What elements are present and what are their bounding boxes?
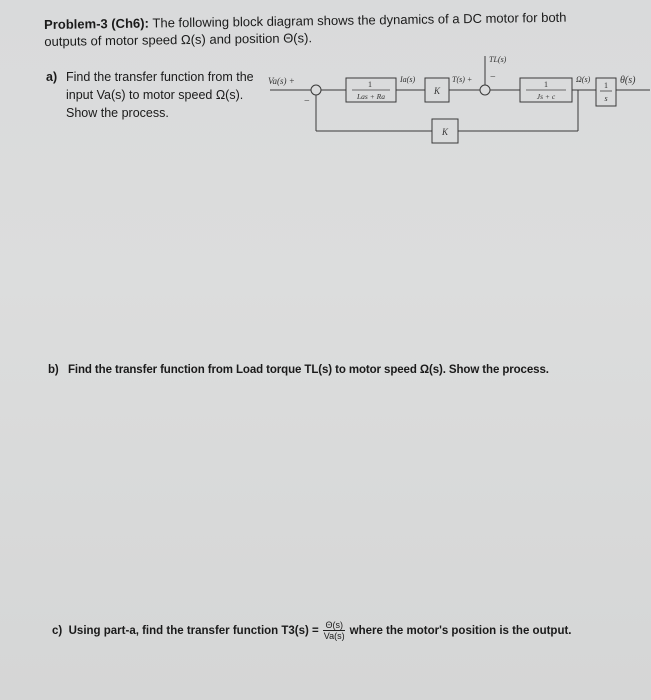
forward-gain-label: K [433,86,441,96]
integrator-denominator: s [604,94,608,103]
problem-label: Problem-3 (Ch6): [44,15,149,32]
part-b [48,364,608,376]
feedback-gain-label: K [441,127,449,137]
integrator-numerator: 1 [604,81,608,90]
torque-label: T(s) + [452,75,473,84]
load-minus: − [490,72,496,83]
summing-junction-2 [480,85,490,95]
load-torque-label: TL(s) [489,55,507,64]
part-a-marker: a) [46,70,58,84]
block2-numerator: 1 [544,80,548,89]
part-c-fraction [322,620,347,641]
part-c-text-after: where the motor's position is the output. [349,624,572,637]
part-a-line3: Show the process. [66,106,169,120]
part-c-denominator: Va(s) [323,631,345,641]
block2-denominator: Js + c [536,92,556,101]
part-b-marker: b) [48,364,59,376]
armature-current-label: Ia(s) [400,75,416,84]
position-label: θ(s) [620,75,636,86]
part-c-marker: c) [52,624,63,637]
input-label: Va(s) + [268,76,295,86]
part-c-numerator: Θ(s) [325,620,343,630]
part-c-text-before: Using part-a, find the transfer function T3(s) = [68,624,319,637]
part-c [52,620,612,641]
feedback-minus: − [304,96,310,107]
part-a-line2: input Va(s) to motor speed Ω(s). [66,88,244,102]
summing-junction-1 [311,85,321,95]
problem-intro: The following block diagram shows the dynamics of a DC motor for both outputs of motor speed Ω(s) and position Θ(s). [44,9,567,49]
speed-label: Ω(s) [576,75,591,84]
block1-numerator: 1 [368,80,372,89]
part-b-text: Find the transfer function from Load torque TL(s) to motor speed Ω(s). Show the process. [67,364,549,376]
block1-denominator: Las + Ra [357,92,385,101]
part-a-line1: Find the transfer function from the [66,70,254,84]
